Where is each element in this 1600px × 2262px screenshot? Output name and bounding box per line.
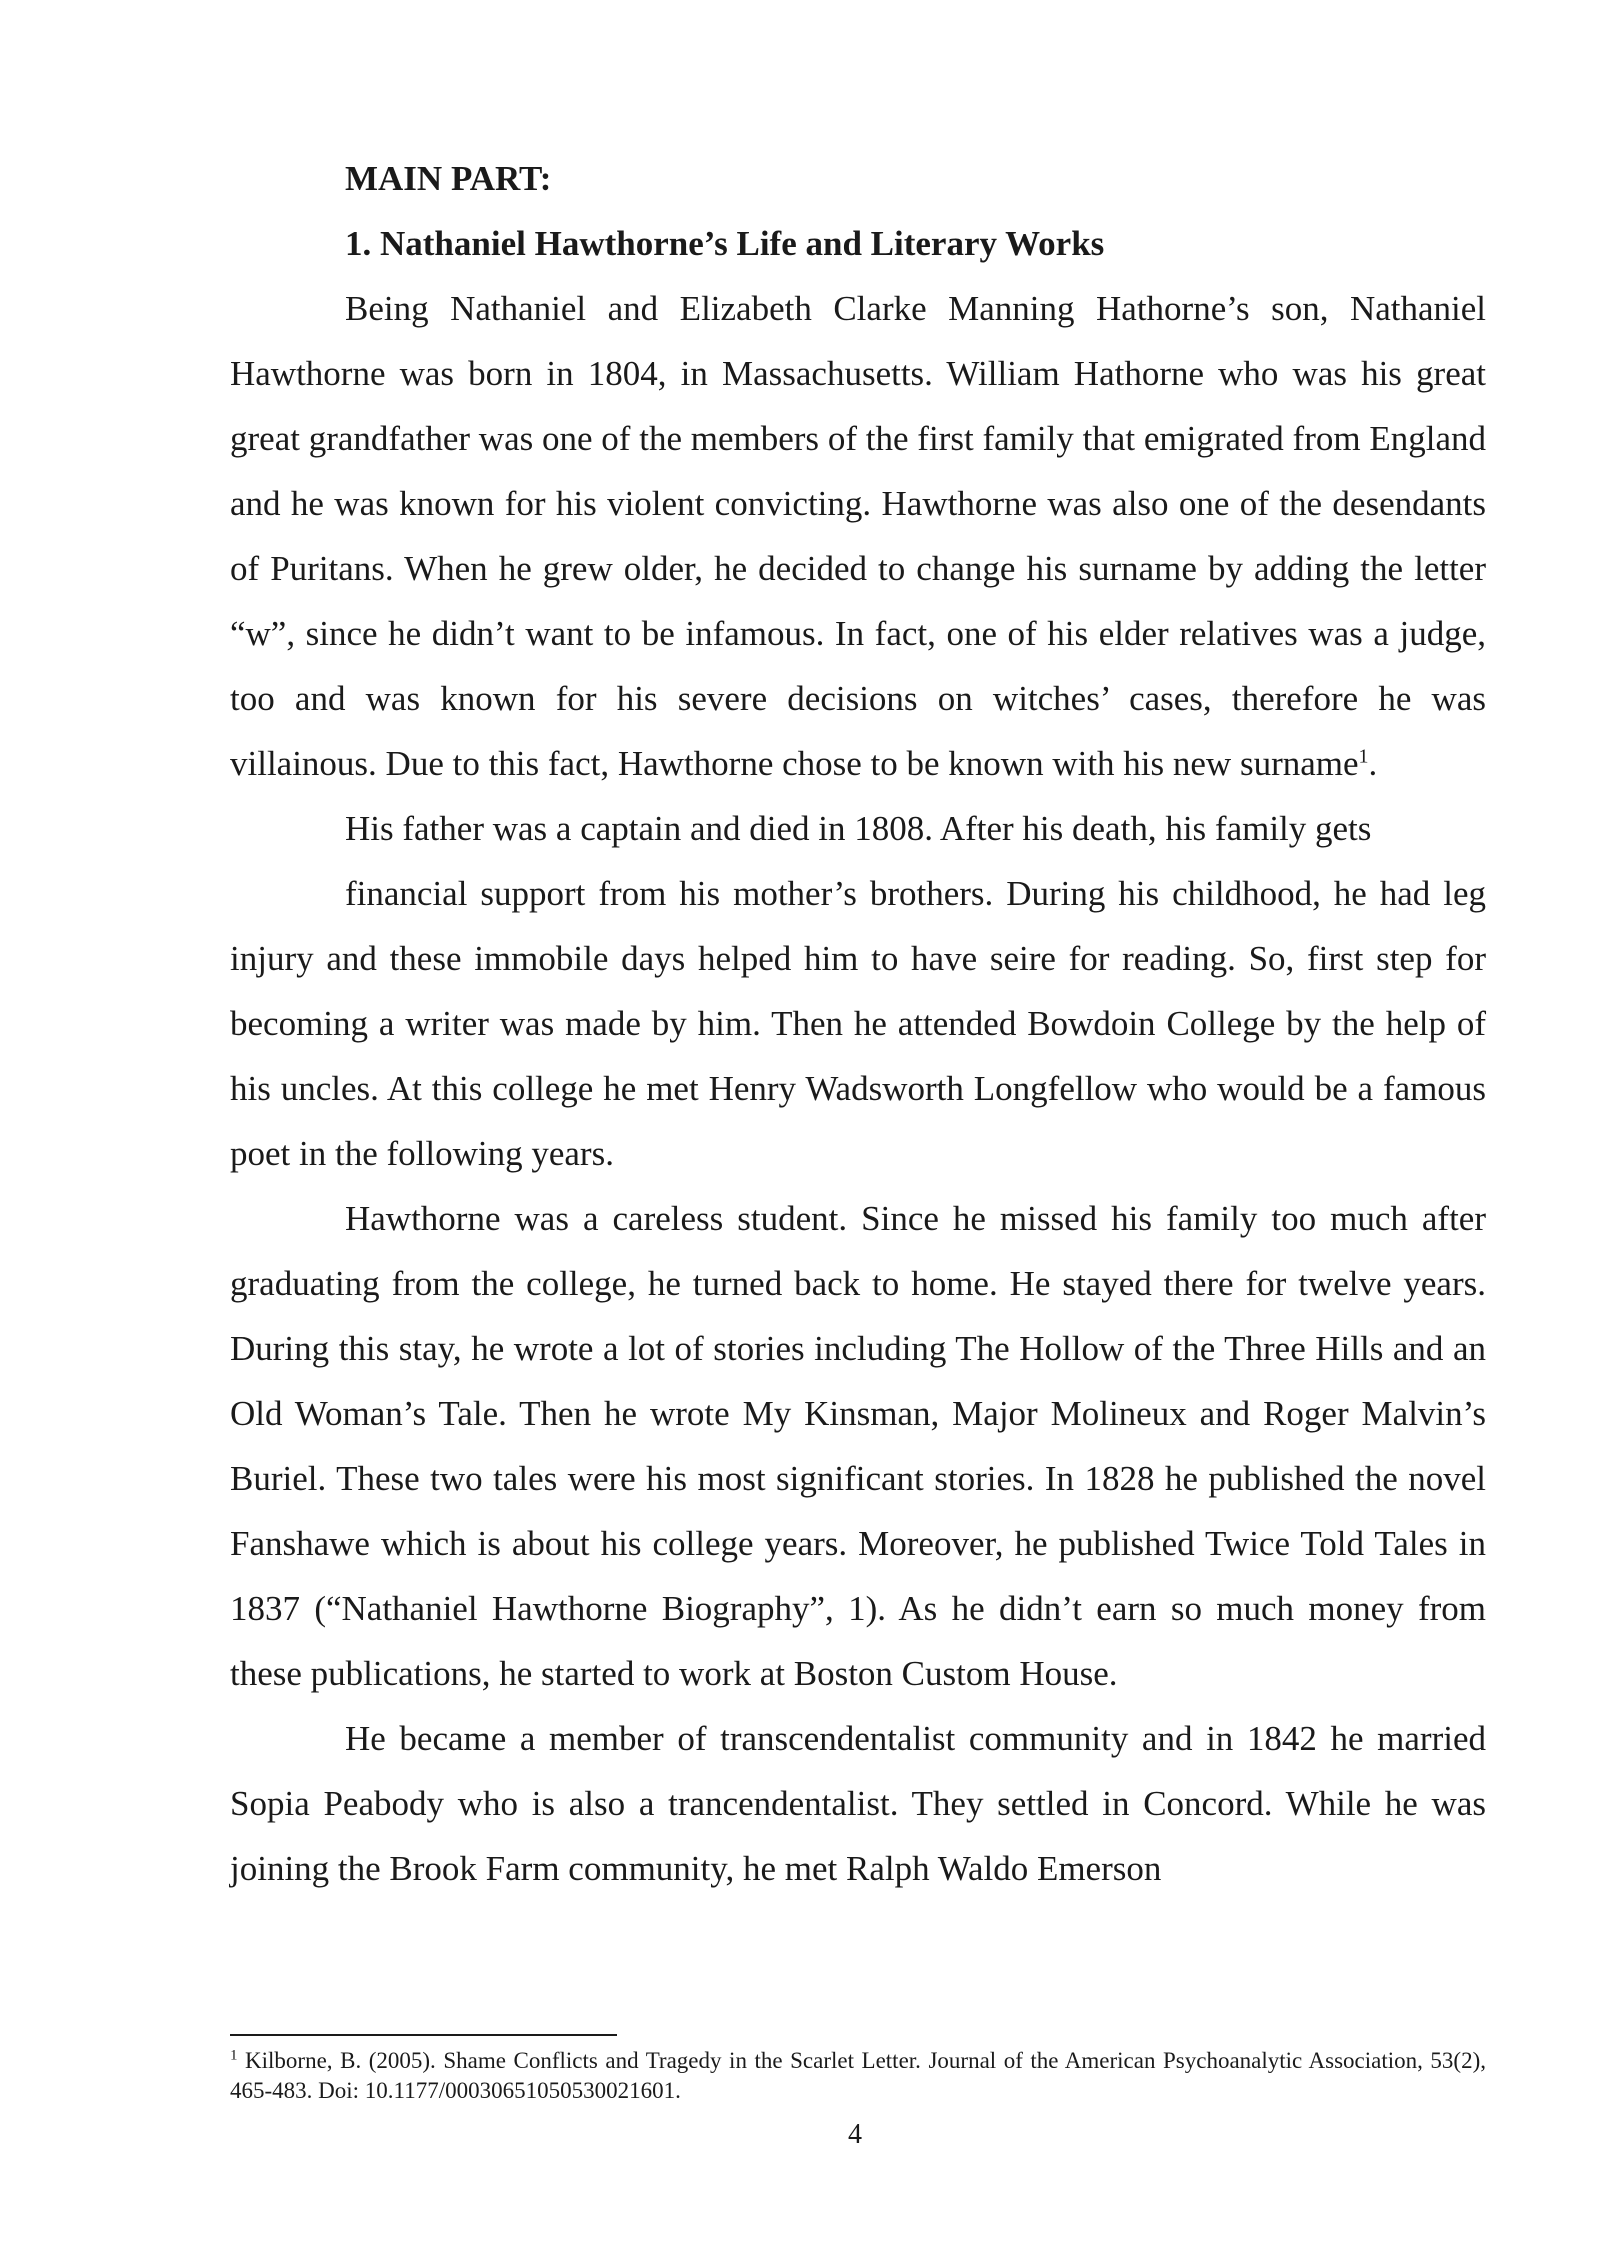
footnote	[230, 2046, 1486, 2106]
footnote-reference: 1	[1358, 745, 1369, 768]
body-text	[230, 146, 1486, 1901]
paragraph-4: He became a member of transcendentalist community and in 1842 he married Sopia Peabody who is also a trancendentalist. They settled in Concord. While he was joining the Brook Farm community, he met Ralph Waldo Emerson	[230, 1719, 1486, 1888]
paragraph-1-text: Being Nathaniel and Elizabeth Clarke Manning Hathorne’s son, Nathaniel Hawthorne was born in 1804, in Massachusetts. William Hathorne who was his great great grandfather was one of the members of the first family that emigrated from England and he was known for his violent convicting. Hawthorne was also one of the desendants of Puritans. When he grew older, he decided to change his surname by adding the letter “w”, since he didn’t want to be infamous. In fact, one of his elder relatives was a judge, too and was known for his severe decisions on witches’ cases, therefore he was villainous. Due to this fact, Hawthorne chose to be known with his new surname	[230, 289, 1486, 783]
footnote-separator	[230, 2034, 617, 2036]
paragraph-1	[230, 276, 1486, 796]
footnote-text: Kilborne, B. (2005). Shame Conflicts and Tragedy in the Scarlet Letter. Journal of the American Psychoanalytic Association, 53(2), 465-483. Doi: 10.1177/00030651050530021601.	[230, 2048, 1486, 2103]
paragraph-1-end: .	[1368, 744, 1378, 783]
page-number: 4	[848, 2119, 862, 2150]
chapter-heading: 1. Nathaniel Hawthorne’s Life and Literary Works	[345, 224, 1105, 263]
paragraph-2-continuation: financial support from his mother’s brothers. During his childhood, he had leg injury and these immobile days helped him to have seire for reading. So, first step for becoming a writer was made by him. Then he attended Bowdoin College by the help of his uncles. At this college he met Henry Wadsworth Longfellow who would be a famous poet in the following years.	[230, 874, 1486, 1173]
footnote-marker: 1	[230, 2047, 238, 2064]
section-heading: MAIN PART:	[345, 159, 552, 198]
paragraph-2-first-line: His father was a captain and died in 1808. After his death, his family gets	[345, 809, 1372, 848]
paragraph-3: Hawthorne was a careless student. Since he missed his family too much after graduating from the college, he turned back to home. He stayed there for twelve years. During this stay, he wrote a lot of stories including The Hollow of the Three Hills and an Old Woman’s Tale. Then he wrote My Kinsman, Major Molineux and Roger Malvin’s Buriel. These two tales were his most significant stories. In 1828 he published the novel Fanshawe which is about his college years. Moreover, he published Twice Told Tales in 1837 (“Nathaniel Hawthorne Biography”, 1). As he didn’t earn so much money from these publications, he started to work at Boston Custom House.	[230, 1199, 1486, 1693]
